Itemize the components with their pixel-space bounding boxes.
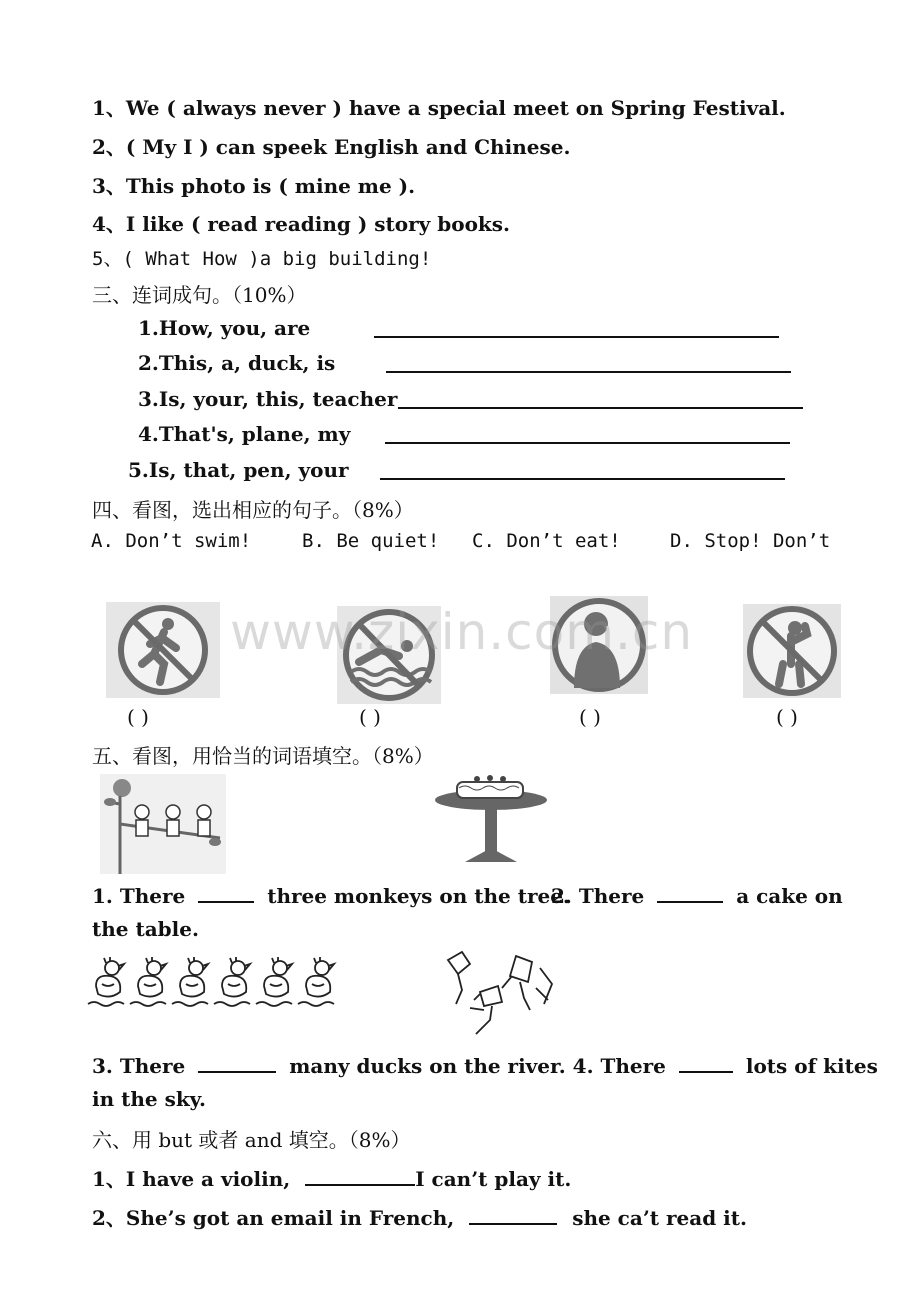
sentence-4-end: lots of kites xyxy=(745,1054,878,1078)
sentence-item-1: 1.How, you, are xyxy=(138,316,311,340)
fill-sentence-1 xyxy=(92,883,570,908)
answer-line-1[interactable] xyxy=(374,336,779,338)
sentence-item-2: 2.This, a, duck, is xyxy=(138,351,336,375)
sentence-3-end: many ducks on the river. xyxy=(289,1054,566,1078)
no-eating-sign-icon xyxy=(743,604,841,698)
question-1: 1、We ( always never ) have a special meet on Spring Festival. xyxy=(92,96,786,120)
sentence-4-start: 4. There xyxy=(572,1054,666,1078)
option-a: A. Don’t swim! xyxy=(91,530,252,552)
sentence-item-4: 4.That's, plane, my xyxy=(138,422,351,446)
option-b: B. Be quiet! xyxy=(302,530,440,552)
q2-end: she ca’t read it. xyxy=(572,1206,747,1230)
fill-sentence-3 xyxy=(92,1053,878,1078)
question-5: 5、( What How )a big building! xyxy=(92,248,432,270)
sentence-2-end: a cake on xyxy=(736,884,843,908)
question-4: 4、I like ( read reading ) story books. xyxy=(92,212,510,236)
fill-sentence-2 xyxy=(551,883,843,908)
conjunction-question-2 xyxy=(92,1202,747,1231)
sentence-4-continued: in the sky. xyxy=(92,1087,206,1111)
cake-on-table-picture xyxy=(435,774,547,864)
sentence-1-start: 1. There xyxy=(92,884,186,908)
watermark: www.zixin.com.cn xyxy=(230,603,694,661)
section-3-heading: 三、连词成句。（10%） xyxy=(92,283,307,307)
answer-paren-4[interactable]: ( ) xyxy=(776,705,798,729)
answer-paren-3[interactable]: ( ) xyxy=(579,705,601,729)
conjunction-question-1 xyxy=(92,1163,571,1192)
answer-line-5[interactable] xyxy=(380,478,785,480)
sentence-1-end: three monkeys on the tree. xyxy=(267,884,570,908)
blank-4[interactable] xyxy=(679,1053,733,1073)
sentence-2-continued: the table. xyxy=(92,917,199,941)
answer-paren-2[interactable]: ( ) xyxy=(359,705,381,729)
q2-start: 2、She’s got an email in French, xyxy=(92,1206,455,1230)
monkeys-on-tree-picture xyxy=(100,774,226,874)
question-3: 3、This photo is ( mine me ). xyxy=(92,174,416,198)
option-d: D. Stop! Don’t xyxy=(670,530,831,552)
q1-start: 1、I have a violin, xyxy=(92,1167,291,1191)
q1-end: I can’t play it. xyxy=(415,1167,572,1191)
answer-paren-1[interactable]: ( ) xyxy=(127,705,149,729)
answer-line-4[interactable] xyxy=(385,442,790,444)
blank-2[interactable] xyxy=(657,883,723,903)
blank-5[interactable] xyxy=(305,1166,415,1186)
blank-1[interactable] xyxy=(198,883,254,903)
blank-3[interactable] xyxy=(198,1053,276,1073)
sentence-item-3: 3.Is, your, this, teacher xyxy=(138,387,398,411)
sentence-3-start: 3. There xyxy=(92,1054,186,1078)
no-running-sign-icon xyxy=(106,602,220,698)
answer-line-2[interactable] xyxy=(386,371,791,373)
kites-in-sky-picture xyxy=(440,948,564,1036)
section-5-heading: 五、看图，用恰当的词语填空。（8%） xyxy=(92,744,434,768)
section-6-heading: 六、用 but 或者 and 填空。（8%） xyxy=(92,1128,411,1152)
question-2: 2、( My I ) can speek English and Chinese. xyxy=(92,135,571,159)
ducks-on-river-picture xyxy=(86,954,350,1014)
answer-line-3[interactable] xyxy=(398,407,803,409)
blank-6[interactable] xyxy=(469,1205,557,1225)
sentence-item-5: 5.Is, that, pen, your xyxy=(128,458,349,482)
option-c: C. Don’t eat! xyxy=(472,530,621,552)
section-4-heading: 四、看图，选出相应的句子。（8%） xyxy=(92,498,414,522)
sentence-2-start: 2. There xyxy=(551,884,645,908)
